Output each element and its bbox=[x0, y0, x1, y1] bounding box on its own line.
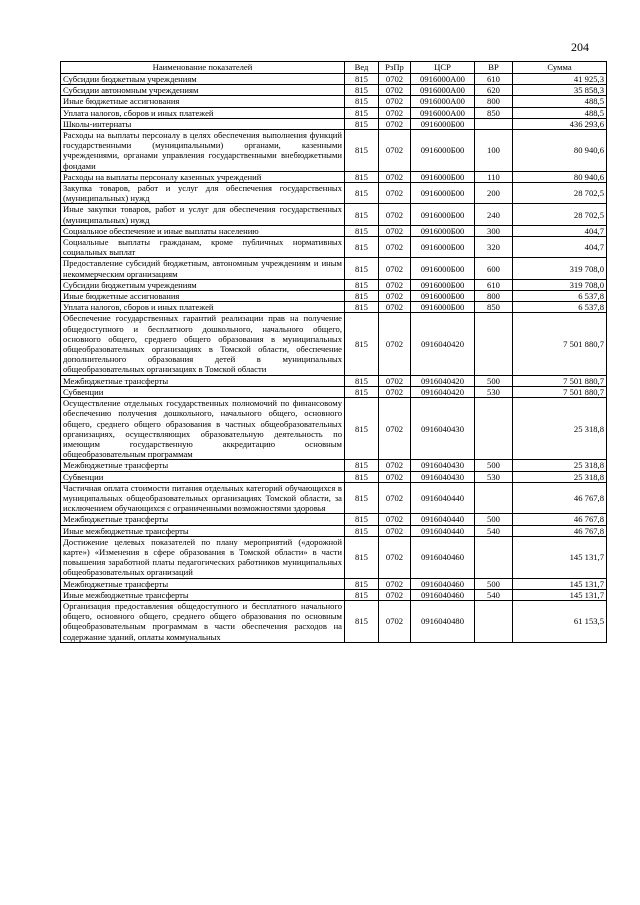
cell-name: Расходы на выплаты персоналу в целях обеспечения выполнения функций государственными (муниципальными) органами, казенными учреждениями, органами управления государственными внебюджетными фондами bbox=[61, 130, 345, 172]
cell-name: Субвенции bbox=[61, 471, 345, 482]
cell-csr: 0916000А00 bbox=[411, 107, 475, 118]
budget-table bbox=[60, 61, 607, 643]
page-number: 204 bbox=[571, 40, 589, 54]
cell-rzpr: 0702 bbox=[379, 225, 411, 236]
cell-name: Осуществление отдельных государственных полномочий по финансовому обеспечению получения дошкольного, начального общего, основного общего, среднего общего образования в частных общеобразовательных организациях, осуществляющих образовательную деятельность по имеющим государственную аккредитацию основным общеобразовательным программам bbox=[61, 398, 345, 460]
cell-sum: 25 318,8 bbox=[513, 398, 607, 460]
cell-sum: 404,7 bbox=[513, 237, 607, 258]
table-row bbox=[61, 237, 607, 258]
table-row bbox=[61, 460, 607, 471]
cell-vr bbox=[475, 600, 513, 642]
cell-name: Школы-интернаты bbox=[61, 118, 345, 129]
cell-rzpr: 0702 bbox=[379, 118, 411, 129]
table-row bbox=[61, 600, 607, 642]
table-row bbox=[61, 375, 607, 386]
cell-vr: 200 bbox=[475, 183, 513, 204]
cell-csr: 0916000А00 bbox=[411, 85, 475, 96]
cell-ved: 815 bbox=[345, 471, 379, 482]
table-row bbox=[61, 471, 607, 482]
cell-vr: 600 bbox=[475, 258, 513, 279]
cell-sum: 488,5 bbox=[513, 96, 607, 107]
cell-name: Обеспечение государственных гарантий реализации прав на получение общедоступного и бесплатного дошкольного, начального общего, основного общего, среднего общего образования в муниципальных общеобразовательных организациях в Томской области, обеспечение дополнительного образования детей в муниципальных общеобразовательных организациях в Томской области bbox=[61, 313, 345, 375]
cell-sum: 319 708,0 bbox=[513, 279, 607, 290]
cell-sum: 35 858,3 bbox=[513, 85, 607, 96]
cell-vr bbox=[475, 118, 513, 129]
cell-rzpr: 0702 bbox=[379, 85, 411, 96]
cell-ved: 815 bbox=[345, 237, 379, 258]
cell-csr: 0916000Б00 bbox=[411, 118, 475, 129]
cell-name: Расходы на выплаты персоналу казенных учреждений bbox=[61, 171, 345, 182]
cell-vr: 530 bbox=[475, 386, 513, 397]
table-row bbox=[61, 258, 607, 279]
cell-vr bbox=[475, 482, 513, 514]
cell-rzpr: 0702 bbox=[379, 398, 411, 460]
cell-name: Уплата налогов, сборов и иных платежей bbox=[61, 107, 345, 118]
header-ved: Вед bbox=[345, 62, 379, 74]
cell-vr: 850 bbox=[475, 107, 513, 118]
cell-sum: 25 318,8 bbox=[513, 460, 607, 471]
cell-sum: 80 940,6 bbox=[513, 171, 607, 182]
cell-rzpr: 0702 bbox=[379, 204, 411, 225]
table-row bbox=[61, 225, 607, 236]
cell-csr: 0916040420 bbox=[411, 386, 475, 397]
cell-sum: 488,5 bbox=[513, 107, 607, 118]
cell-name: Субсидии бюджетным учреждениям bbox=[61, 74, 345, 85]
cell-rzpr: 0702 bbox=[379, 96, 411, 107]
cell-csr: 0916000А00 bbox=[411, 74, 475, 85]
table-row bbox=[61, 291, 607, 302]
cell-name: Социальные выплаты гражданам, кроме публичных нормативных социальных выплат bbox=[61, 237, 345, 258]
cell-vr: 240 bbox=[475, 204, 513, 225]
cell-sum: 28 702,5 bbox=[513, 204, 607, 225]
cell-ved: 815 bbox=[345, 398, 379, 460]
cell-rzpr: 0702 bbox=[379, 107, 411, 118]
cell-ved: 815 bbox=[345, 107, 379, 118]
cell-rzpr: 0702 bbox=[379, 525, 411, 536]
cell-ved: 815 bbox=[345, 130, 379, 172]
cell-vr: 800 bbox=[475, 96, 513, 107]
cell-csr: 0916040440 bbox=[411, 525, 475, 536]
cell-csr: 0916040430 bbox=[411, 398, 475, 460]
table-row bbox=[61, 130, 607, 172]
cell-sum: 145 131,7 bbox=[513, 536, 607, 578]
cell-ved: 815 bbox=[345, 279, 379, 290]
table-row bbox=[61, 85, 607, 96]
cell-rzpr: 0702 bbox=[379, 589, 411, 600]
table-header-row bbox=[61, 62, 607, 74]
cell-sum: 25 318,8 bbox=[513, 471, 607, 482]
cell-vr: 800 bbox=[475, 291, 513, 302]
cell-ved: 815 bbox=[345, 589, 379, 600]
cell-csr: 0916040460 bbox=[411, 536, 475, 578]
cell-rzpr: 0702 bbox=[379, 291, 411, 302]
cell-sum: 46 767,8 bbox=[513, 514, 607, 525]
cell-rzpr: 0702 bbox=[379, 74, 411, 85]
cell-rzpr: 0702 bbox=[379, 514, 411, 525]
cell-vr: 100 bbox=[475, 130, 513, 172]
cell-ved: 815 bbox=[345, 460, 379, 471]
header-rzpr: РзПр bbox=[379, 62, 411, 74]
cell-rzpr: 0702 bbox=[379, 258, 411, 279]
cell-csr: 0916040430 bbox=[411, 460, 475, 471]
cell-name: Социальное обеспечение и иные выплаты населению bbox=[61, 225, 345, 236]
cell-vr: 610 bbox=[475, 74, 513, 85]
cell-rzpr: 0702 bbox=[379, 302, 411, 313]
table-row bbox=[61, 536, 607, 578]
cell-rzpr: 0702 bbox=[379, 237, 411, 258]
cell-vr: 500 bbox=[475, 578, 513, 589]
cell-csr: 0916000Б00 bbox=[411, 225, 475, 236]
cell-ved: 815 bbox=[345, 118, 379, 129]
cell-name: Межбюджетные трансферты bbox=[61, 514, 345, 525]
cell-rzpr: 0702 bbox=[379, 313, 411, 375]
table-row bbox=[61, 279, 607, 290]
header-sum: Сумма bbox=[513, 62, 607, 74]
cell-rzpr: 0702 bbox=[379, 130, 411, 172]
cell-name: Иные бюджетные ассигнования bbox=[61, 96, 345, 107]
cell-name: Иные бюджетные ассигнования bbox=[61, 291, 345, 302]
cell-rzpr: 0702 bbox=[379, 471, 411, 482]
cell-vr: 110 bbox=[475, 171, 513, 182]
table-row bbox=[61, 107, 607, 118]
cell-name: Межбюджетные трансферты bbox=[61, 460, 345, 471]
table-row bbox=[61, 398, 607, 460]
cell-ved: 815 bbox=[345, 375, 379, 386]
cell-name: Закупка товаров, работ и услуг для обеспечения государственных (муниципальных) нужд bbox=[61, 183, 345, 204]
table-row bbox=[61, 482, 607, 514]
cell-ved: 815 bbox=[345, 204, 379, 225]
cell-name: Межбюджетные трансферты bbox=[61, 375, 345, 386]
cell-ved: 815 bbox=[345, 514, 379, 525]
cell-vr: 300 bbox=[475, 225, 513, 236]
cell-vr: 540 bbox=[475, 589, 513, 600]
cell-vr: 850 bbox=[475, 302, 513, 313]
cell-name: Организация предоставления общедоступного и бесплатного начального общего, основного общего, среднего общего образования по основным общеобразовательным программам в части обеспечения расходов на содержание зданий, оплаты коммунальных bbox=[61, 600, 345, 642]
cell-csr: 0916000Б00 bbox=[411, 279, 475, 290]
cell-csr: 0916000Б00 bbox=[411, 291, 475, 302]
cell-rzpr: 0702 bbox=[379, 600, 411, 642]
cell-csr: 0916000Б00 bbox=[411, 130, 475, 172]
cell-vr: 530 bbox=[475, 471, 513, 482]
cell-ved: 815 bbox=[345, 258, 379, 279]
cell-csr: 0916040440 bbox=[411, 482, 475, 514]
cell-ved: 815 bbox=[345, 313, 379, 375]
cell-vr: 500 bbox=[475, 460, 513, 471]
table-row bbox=[61, 578, 607, 589]
cell-csr: 0916000Б00 bbox=[411, 204, 475, 225]
header-vr: ВР bbox=[475, 62, 513, 74]
cell-name: Субсидии бюджетным учреждениям bbox=[61, 279, 345, 290]
cell-ved: 815 bbox=[345, 291, 379, 302]
table-row bbox=[61, 183, 607, 204]
cell-ved: 815 bbox=[345, 183, 379, 204]
cell-vr: 540 bbox=[475, 525, 513, 536]
cell-csr: 0916000Б00 bbox=[411, 183, 475, 204]
cell-sum: 6 537,8 bbox=[513, 291, 607, 302]
cell-csr: 0916000Б00 bbox=[411, 171, 475, 182]
cell-name: Иные межбюджетные трансферты bbox=[61, 525, 345, 536]
cell-csr: 0916040420 bbox=[411, 375, 475, 386]
cell-ved: 815 bbox=[345, 96, 379, 107]
cell-vr: 320 bbox=[475, 237, 513, 258]
cell-csr: 0916040480 bbox=[411, 600, 475, 642]
cell-vr bbox=[475, 398, 513, 460]
cell-ved: 815 bbox=[345, 536, 379, 578]
table-row bbox=[61, 525, 607, 536]
table-row bbox=[61, 118, 607, 129]
cell-sum: 145 131,7 bbox=[513, 589, 607, 600]
cell-ved: 815 bbox=[345, 171, 379, 182]
cell-name: Субсидии автономным учреждениям bbox=[61, 85, 345, 96]
cell-sum: 46 767,8 bbox=[513, 482, 607, 514]
cell-csr: 0916040420 bbox=[411, 313, 475, 375]
cell-sum: 80 940,6 bbox=[513, 130, 607, 172]
cell-csr: 0916040460 bbox=[411, 589, 475, 600]
cell-csr: 0916000Б00 bbox=[411, 302, 475, 313]
cell-vr bbox=[475, 536, 513, 578]
table-row bbox=[61, 302, 607, 313]
table-row bbox=[61, 74, 607, 85]
cell-rzpr: 0702 bbox=[379, 171, 411, 182]
cell-sum: 145 131,7 bbox=[513, 578, 607, 589]
cell-csr: 0916040430 bbox=[411, 471, 475, 482]
cell-sum: 319 708,0 bbox=[513, 258, 607, 279]
cell-vr: 610 bbox=[475, 279, 513, 290]
cell-ved: 815 bbox=[345, 85, 379, 96]
cell-ved: 815 bbox=[345, 600, 379, 642]
cell-sum: 46 767,8 bbox=[513, 525, 607, 536]
cell-sum: 404,7 bbox=[513, 225, 607, 236]
cell-rzpr: 0702 bbox=[379, 386, 411, 397]
table-row bbox=[61, 589, 607, 600]
cell-name: Предоставление субсидий бюджетным, автономным учреждениям и иным некоммерческим организациям bbox=[61, 258, 345, 279]
cell-ved: 815 bbox=[345, 74, 379, 85]
table-row bbox=[61, 171, 607, 182]
cell-name: Межбюджетные трансферты bbox=[61, 578, 345, 589]
table-row bbox=[61, 96, 607, 107]
cell-ved: 815 bbox=[345, 225, 379, 236]
table-row bbox=[61, 313, 607, 375]
table-row bbox=[61, 204, 607, 225]
cell-sum: 28 702,5 bbox=[513, 183, 607, 204]
cell-csr: 0916000Б00 bbox=[411, 237, 475, 258]
cell-ved: 815 bbox=[345, 525, 379, 536]
cell-ved: 815 bbox=[345, 386, 379, 397]
cell-csr: 0916040440 bbox=[411, 514, 475, 525]
table-row bbox=[61, 514, 607, 525]
cell-sum: 7 501 880,7 bbox=[513, 313, 607, 375]
cell-vr: 500 bbox=[475, 375, 513, 386]
cell-sum: 7 501 880,7 bbox=[513, 386, 607, 397]
cell-rzpr: 0702 bbox=[379, 578, 411, 589]
cell-csr: 0916040460 bbox=[411, 578, 475, 589]
cell-rzpr: 0702 bbox=[379, 183, 411, 204]
cell-csr: 0916000А00 bbox=[411, 96, 475, 107]
cell-ved: 815 bbox=[345, 578, 379, 589]
cell-rzpr: 0702 bbox=[379, 460, 411, 471]
cell-rzpr: 0702 bbox=[379, 279, 411, 290]
cell-name: Иные межбюджетные трансферты bbox=[61, 589, 345, 600]
cell-name: Достижение целевых показателей по плану мероприятий («дорожной карте») «Изменения в сфере образования в Томской области» в части повышения заработной платы педагогических работников муниципальных общеобразовательных организаций bbox=[61, 536, 345, 578]
cell-sum: 7 501 880,7 bbox=[513, 375, 607, 386]
cell-vr: 620 bbox=[475, 85, 513, 96]
cell-vr: 500 bbox=[475, 514, 513, 525]
cell-csr: 0916000Б00 bbox=[411, 258, 475, 279]
cell-ved: 815 bbox=[345, 482, 379, 514]
cell-name: Субвенции bbox=[61, 386, 345, 397]
cell-sum: 41 925,3 bbox=[513, 74, 607, 85]
cell-name: Иные закупки товаров, работ и услуг для обеспечения государственных (муниципальных) нужд bbox=[61, 204, 345, 225]
cell-name: Частичная оплата стоимости питания отдельных категорий обучающихся в муниципальных общеобразовательных организациях Томской области, за исключением обучающихся с ограниченными возможностями здоровья bbox=[61, 482, 345, 514]
cell-ved: 815 bbox=[345, 302, 379, 313]
cell-sum: 436 293,6 bbox=[513, 118, 607, 129]
cell-rzpr: 0702 bbox=[379, 375, 411, 386]
header-csr: ЦСР bbox=[411, 62, 475, 74]
header-name: Наименование показателей bbox=[61, 62, 345, 74]
cell-rzpr: 0702 bbox=[379, 482, 411, 514]
cell-rzpr: 0702 bbox=[379, 536, 411, 578]
cell-vr bbox=[475, 313, 513, 375]
cell-sum: 6 537,8 bbox=[513, 302, 607, 313]
cell-sum: 61 153,5 bbox=[513, 600, 607, 642]
cell-name: Уплата налогов, сборов и иных платежей bbox=[61, 302, 345, 313]
table-row bbox=[61, 386, 607, 397]
